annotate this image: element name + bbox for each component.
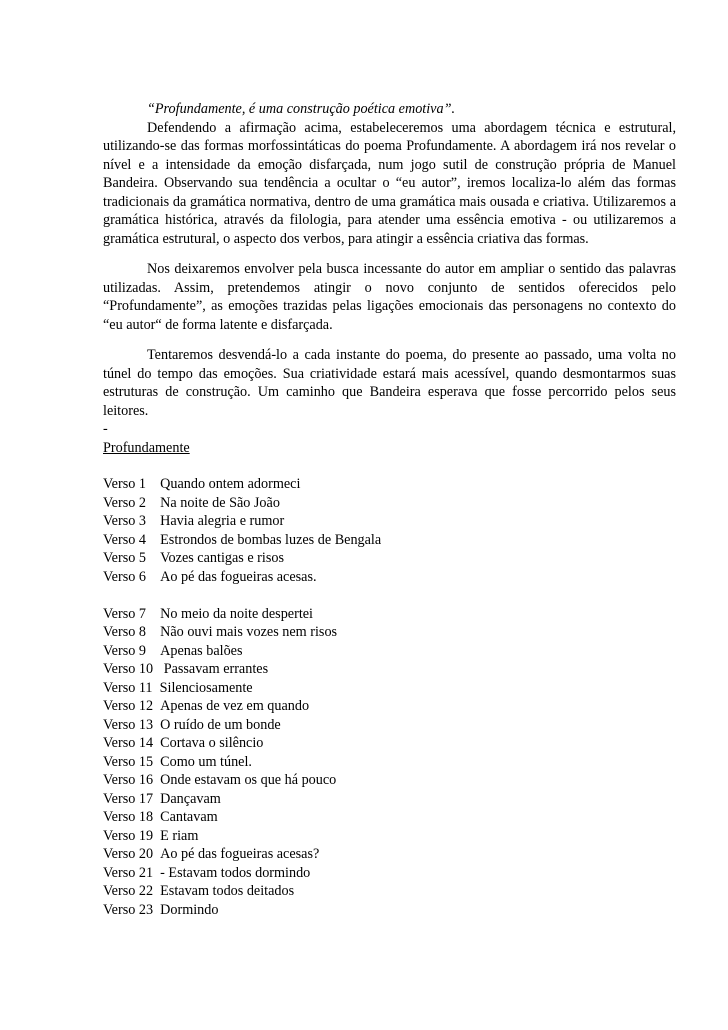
paragraph-1: Defendendo a afirmação acima, estabeleceremos uma abordagem técnica e estrutural, utilizando-se das formas morfossintáticas do poema Profundamente. A abordagem irá nos revelar o nível e a intensidade da emoção disfarçada, num jogo sutil de construção própria de Manuel Bandeira. Observando sua tendência a ocultar o “eu autor”, iremos localiza-lo além das formas tradicionais da gramática normativa, dentro de uma gramática mais ousada e criativa. Utilizaremos a gramática histórica, através da filologia, para atender uma essência emotiva - ou utilizaremos a gramática estrutural, o aspecto dos verbos, para atingir a essência criativa das formas.	[103, 119, 676, 247]
verse-text: Havia alegria e rumor	[160, 513, 285, 529]
verse-text: Passavam errantes	[163, 661, 269, 677]
verse-line	[103, 642, 676, 661]
verse-number: Verso 20	[103, 846, 161, 862]
verse-number: Verso 8	[103, 624, 161, 640]
verse-line	[103, 734, 676, 753]
poem-body	[103, 475, 676, 919]
verse-line	[103, 568, 676, 587]
verse-number: Verso 11	[103, 679, 160, 696]
verse-line	[103, 808, 676, 827]
paragraph-3: Tentaremos desvendá-lo a cada instante do poema, do presente ao passado, uma volta no túnel do tempo das emoções. Sua criatividade estará mais acessível, quando desmontarmos suas estruturas de construção. Um caminho que Bandeira esperava que fosse percorrido pelos seus leitores.	[103, 347, 676, 419]
verse-line	[103, 623, 676, 642]
paragraph-2: Nos deixaremos envolver pela busca incessante do autor em ampliar o sentido das palavras utilizadas. Assim, pretendemos atingir o novo conjunto de sentidos oferecidos pelo “Profundamente”, as emoções trazidas pelas ligações emocionais das personagens no contexto do “eu autor“ de forma latente e disfarçada.	[103, 261, 676, 333]
verse-text: Na noite de São João	[160, 494, 280, 511]
poem-title: Profundamente	[103, 439, 190, 456]
verse-text: Não ouvi mais vozes nem risos	[160, 624, 338, 640]
verse-number: Verso 10	[103, 661, 164, 677]
verse-text: Como um túnel.	[160, 753, 252, 770]
verse-number: Verso 19	[103, 827, 161, 844]
verse-line	[103, 864, 676, 883]
verse-line	[103, 660, 676, 679]
poem-stanza	[103, 605, 676, 920]
verse-line	[103, 901, 676, 920]
verse-number: Verso 12	[103, 698, 161, 714]
verse-line	[103, 827, 676, 846]
verse-text: Dormindo	[160, 901, 219, 918]
verse-line	[103, 882, 676, 901]
verse-number: Verso 21	[103, 864, 161, 881]
verse-text: Cortava o silêncio	[160, 735, 264, 751]
verse-line	[103, 475, 676, 494]
verse-text: Ao pé das fogueiras acesas?	[160, 846, 320, 862]
verse-text: O ruído de um bonde	[160, 716, 281, 733]
verse-line	[103, 753, 676, 772]
verse-number: Verso 16	[103, 772, 161, 788]
verse-line	[103, 605, 676, 624]
verse-number: Verso 5	[103, 550, 161, 566]
verse-line	[103, 845, 676, 864]
verse-number: Verso 3	[103, 513, 161, 529]
verse-line	[103, 494, 676, 513]
verse-line	[103, 697, 676, 716]
verse-number: Verso 14	[103, 735, 161, 751]
verse-text: Cantavam	[160, 809, 218, 825]
verse-text: Estrondos de bombas luzes de Bengala	[160, 531, 382, 548]
verse-number: Verso 15	[103, 753, 161, 770]
verse-line	[103, 790, 676, 809]
verse-text: No meio da noite despertei	[160, 605, 314, 622]
verse-line	[103, 771, 676, 790]
verse-number: Verso 17	[103, 790, 161, 807]
verse-text: Quando ontem adormeci	[160, 476, 301, 492]
poem-stanza	[103, 475, 676, 586]
intro-quote: “Profundamente, é uma construção poética emotiva”.	[147, 101, 456, 117]
separator-mark: -	[103, 421, 108, 437]
verse-number: Verso 13	[103, 716, 161, 733]
verse-number: Verso 6	[103, 568, 161, 585]
verse-number: Verso 9	[103, 642, 161, 659]
verse-text: Ao pé das fogueiras acesas.	[160, 568, 317, 585]
verse-number: Verso 2	[103, 494, 161, 511]
verse-number: Verso 1	[103, 476, 161, 492]
verse-text: Dançavam	[160, 790, 221, 807]
verse-number: Verso 7	[103, 605, 161, 622]
verse-line	[103, 531, 676, 550]
document-page	[103, 100, 676, 938]
verse-line	[103, 512, 676, 531]
verse-number: Verso 4	[103, 531, 161, 548]
verse-text: Vozes cantigas e risos	[160, 550, 284, 566]
verse-text: - Estavam todos dormindo	[160, 864, 311, 881]
verse-number: Verso 22	[103, 883, 161, 899]
verse-text: Apenas de vez em quando	[160, 698, 310, 714]
verse-text: E riam	[160, 827, 199, 844]
verse-number: Verso 23	[103, 901, 161, 918]
verse-number: Verso 18	[103, 809, 161, 825]
verse-line	[103, 679, 676, 698]
verse-text: Apenas balões	[160, 642, 243, 659]
verse-line	[103, 716, 676, 735]
verse-text: Silenciosamente	[159, 679, 253, 696]
verse-line	[103, 549, 676, 568]
verse-text: Estavam todos deitados	[160, 883, 295, 899]
verse-text: Onde estavam os que há pouco	[160, 772, 337, 788]
